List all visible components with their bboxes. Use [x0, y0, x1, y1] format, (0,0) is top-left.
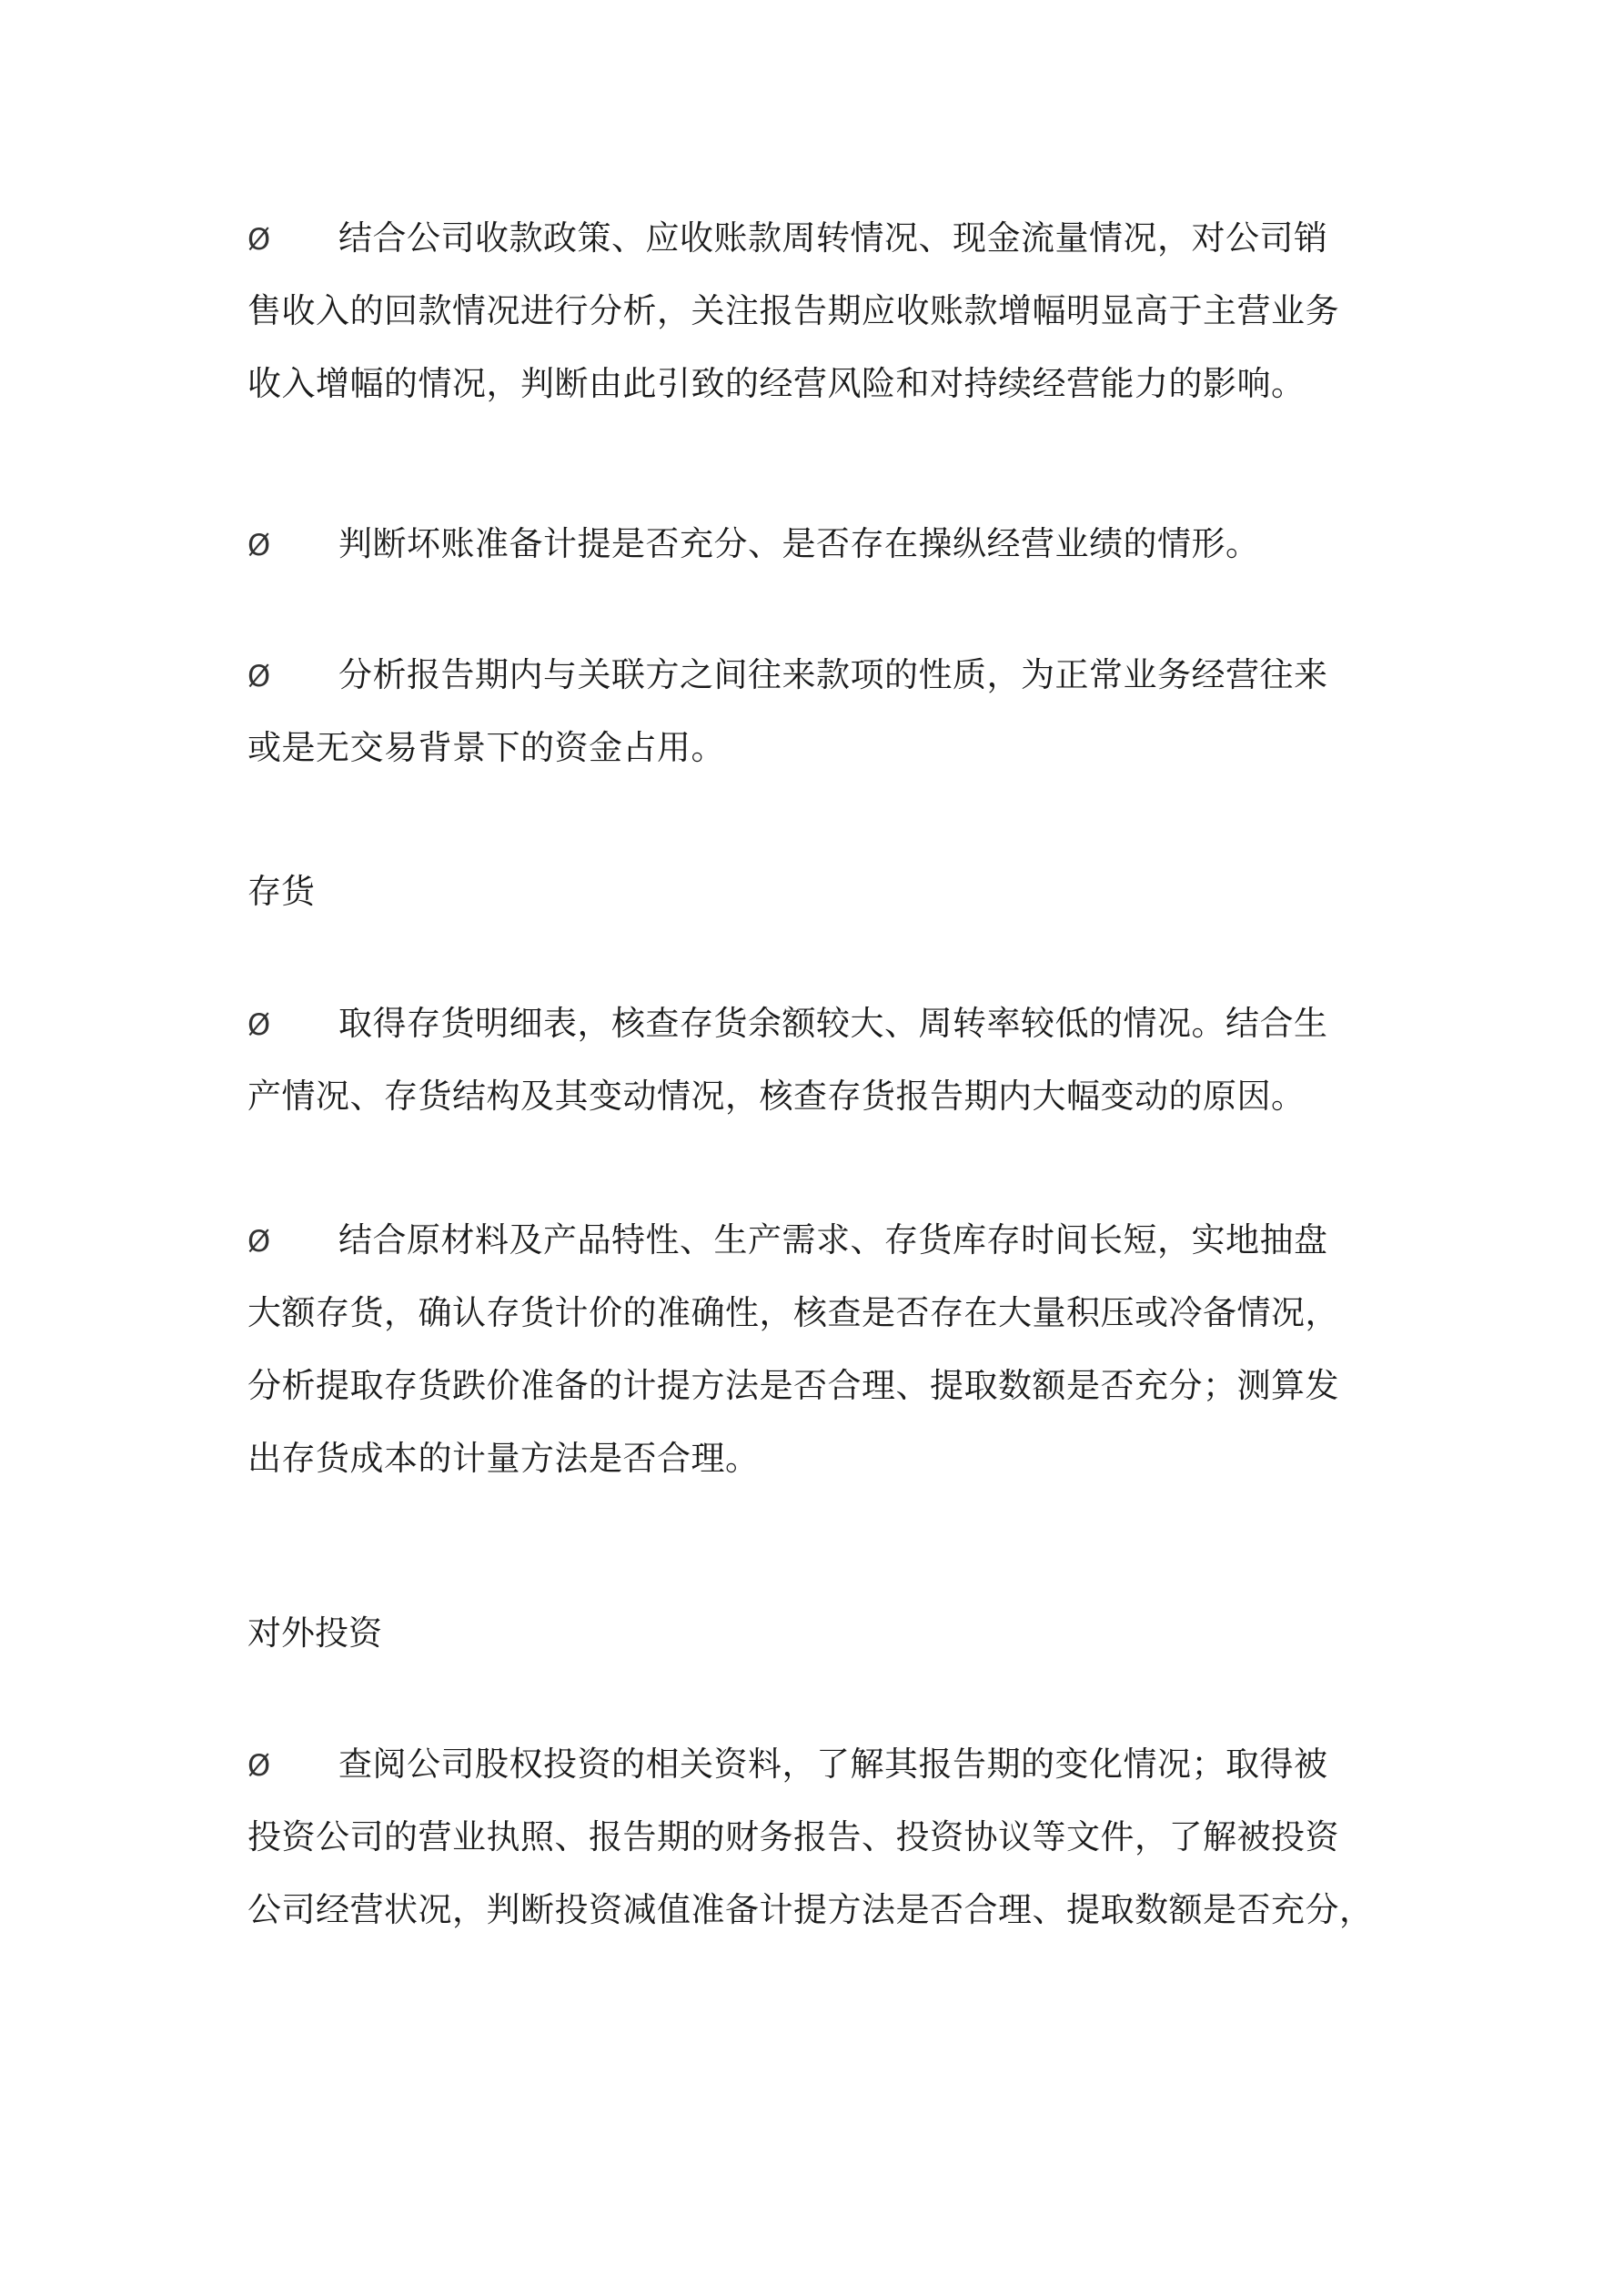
bullet-paragraph — [247, 987, 1394, 1133]
paragraph-line: 公司经营状况，判断投资减值准备计提方法是否合理、提取数额是否充分， — [247, 1890, 1374, 1929]
bullet-marker: Ø — [247, 222, 271, 257]
paragraph-line: 产情况、存货结构及其变动情况，核查存货报告期内大幅变动的原因。 — [247, 1077, 1306, 1116]
paragraph-line: 分析提取存货跌价准备的计提方法是否合理、提取数额是否充分；测算发 — [247, 1366, 1339, 1405]
paragraph-line: 大额存货，确认存货计价的准确性，核查是否存在大量积压或冷备情况， — [247, 1293, 1339, 1332]
paragraph-line: Ø 结合原材料及产品特性、生产需求、存货库存时间长短，实地抽盘 — [247, 1204, 1394, 1277]
bullet-paragraph — [247, 1204, 1394, 1495]
paragraph-line: 出存货成本的计量方法是否合理。 — [247, 1439, 760, 1478]
paragraph-line: 收入增幅的情况，判断由此引致的经营风险和对持续经营能力的影响。 — [247, 364, 1306, 403]
bullet-marker: Ø — [247, 1007, 271, 1042]
bullet-paragraph — [247, 639, 1394, 784]
paragraph-line: 售收入的回款情况进行分析，关注报告期应收账款增幅明显高于主营业务 — [247, 291, 1339, 330]
paragraph-line: Ø 取得存货明细表，核查存货余额较大、周转率较低的情况。结合生 — [247, 987, 1394, 1060]
paragraph-line: Ø 分析报告期内与关联方之间往来款项的性质，为正常业务经营往来 — [247, 639, 1394, 712]
paragraph-line: Ø 查阅公司股权投资的相关资料，了解其报告期的变化情况；取得被 — [247, 1728, 1394, 1801]
bullet-marker: Ø — [247, 659, 271, 693]
bullet-paragraph — [247, 202, 1394, 420]
bullet-paragraph — [247, 1728, 1394, 1947]
paragraph-line: 投资公司的营业执照、报告期的财务报告、投资协议等文件，了解被投资 — [247, 1817, 1339, 1856]
bullet-marker: Ø — [247, 1748, 271, 1783]
bullet-marker: Ø — [247, 528, 271, 562]
paragraph-line: Ø 结合公司收款政策、应收账款周转情况、现金流量情况，对公司销 — [247, 202, 1394, 275]
bullet-paragraph — [247, 508, 1394, 581]
bullet-marker: Ø — [247, 1224, 271, 1259]
section-heading-external-investment: 对外投资 — [247, 1613, 382, 1653]
paragraph-line: Ø 判断坏账准备计提是否充分、是否存在操纵经营业绩的情形。 — [247, 508, 1394, 581]
paragraph-line: 或是无交易背景下的资金占用。 — [247, 728, 725, 767]
section-heading-inventory: 存货 — [247, 872, 315, 911]
